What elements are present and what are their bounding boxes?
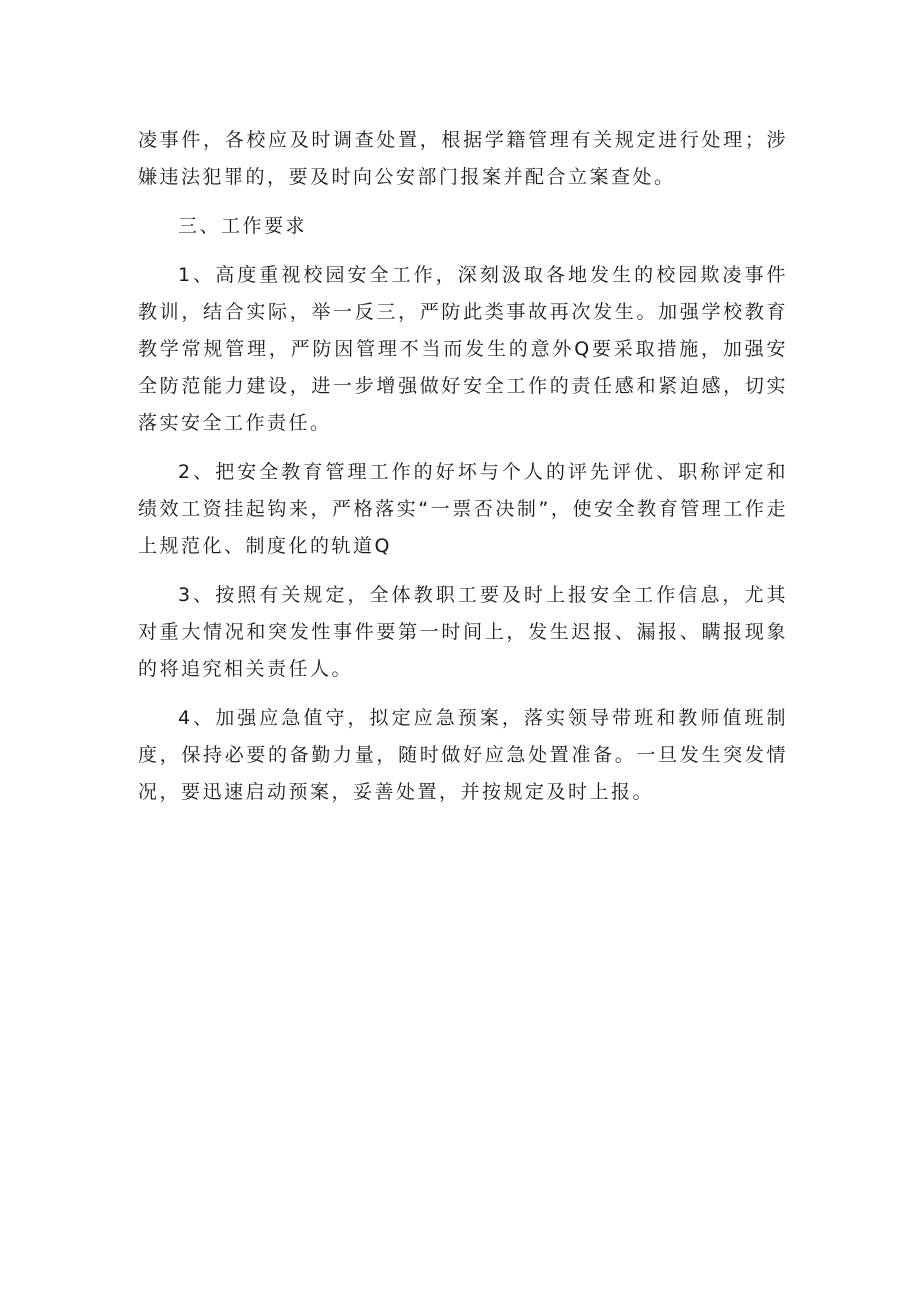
paragraph-item-2: 2、把安全教育管理工作的好坏与个人的评先评优、职称评定和绩效工资挂起钩来，严格落实“一票否决制”，使安全教育管理工作走上规范化、制度化的轨道Q xyxy=(138,461,788,557)
paragraph-item-3: 3、按照有关规定，全体教职工要及时上报安全工作信息，尤其对重大情况和突发性事件要第一时间上，发生迟报、漏报、瞒报现象的将追究相关责任人。 xyxy=(138,584,788,680)
paragraph-item-1: 1、高度重视校园安全工作，深刻汲取各地发生的校园欺凌事件教训，结合实际，举一反三，严防此类事故再次发生。加强学校教育教学常规管理，严防因管理不当而发生的意外Q要采取措施，加强安全防范能力建设，进一步增强做好安全工作的责任感和紧迫感，切实落实安全工作责任。 xyxy=(138,264,788,434)
section-heading: 三、工作要求 xyxy=(178,215,308,237)
document-body xyxy=(138,122,788,811)
paragraph-continuation: 凌事件，各校应及时调查处置，根据学籍管理有关规定进行处理；涉嫌违法犯罪的，要及时向公安部门报案并配合立案查处。 xyxy=(138,129,788,188)
paragraph-item-4: 4、加强应急值守，拟定应急预案，落实领导带班和教师值班制度，保持必要的备勤力量，随时做好应急处置准备。一旦发生突发情况，要迅速启动预案，妥善处置，并按规定及时上报。 xyxy=(138,707,788,803)
